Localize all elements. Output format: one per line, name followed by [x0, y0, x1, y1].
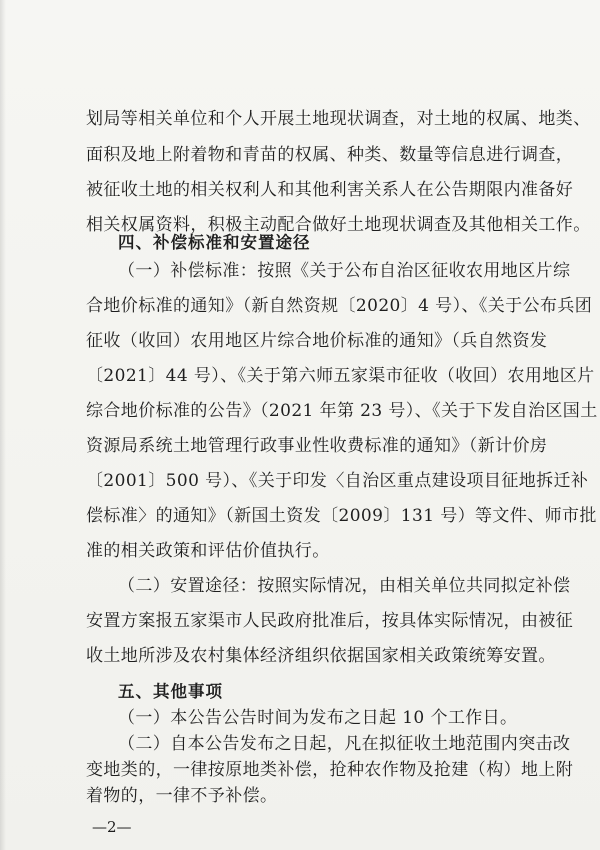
- paragraph-line: 偿标准〉的通知》（新国土资发〔2009〕131 号）等文件、师市批: [86, 506, 597, 526]
- page-number: —2—: [92, 818, 132, 836]
- paragraph-line: （一）本公告公告时间为发布之日起 10 个工作日。: [118, 708, 518, 728]
- paragraph-line: 变地类的，一律按原地类补偿，抢种农作物及抢建（构）地上附: [86, 760, 574, 780]
- paragraph-line: 〔2021〕44 号）、《关于第六师五家渠市征收（收回）农用地区片: [86, 366, 595, 386]
- paragraph-line: 着物的，一律不予补偿。: [86, 786, 278, 806]
- paragraph-line: 〔2001〕500 号）、《关于印发〈自治区重点建设项目征地拆迁补: [86, 471, 589, 491]
- paragraph-line: 相关权属资料，积极主动配合做好土地现状调查及其他相关工作。: [86, 215, 591, 235]
- paragraph-line: 综合地价标准的公告》（2021 年第 23 号）、《关于下发自治区国土: [86, 401, 598, 421]
- paragraph-line: 资源局系统土地管理行政事业性收费标准的通知》（新计价房: [86, 436, 548, 456]
- paragraph-line: （二）安置途径：按照实际情况，由相关单位共同拟定补偿: [118, 576, 571, 596]
- paragraph-line: 准的相关政策和评估价值执行。: [86, 541, 330, 561]
- paragraph-line: 划局等相关单位和个人开展土地现状调查，对土地的权属、地类、: [86, 109, 591, 129]
- paragraph-line: 征收（收回）农用地区片综合地价标准的通知》（兵自然资发: [86, 331, 548, 351]
- paragraph-line: 被征收土地的相关权利人和其他利害关系人在公告期限内准备好: [86, 180, 574, 200]
- section-heading: 四、补偿标准和安置途径: [118, 233, 311, 252]
- paragraph-line: （二）自本公告发布之日起，凡在拟征收土地范围内突击改: [118, 734, 571, 754]
- paragraph-line: 面积及地上附着物和青苗的权属、种类、数量等信息进行调查，: [86, 145, 574, 165]
- paragraph-line: （一）补偿标准：按照《关于公布自治区征收农用地区片综: [118, 261, 571, 281]
- paragraph-line: 安置方案报五家渠市人民政府批准后，按具体实际情况，由被征: [86, 611, 574, 631]
- section-heading: 五、其他事项: [118, 682, 223, 701]
- paragraph-line: 合地价标准的通知》（新自然资规〔2020〕4 号）、《关于公布兵团: [86, 296, 593, 316]
- page-edge-shadow: [0, 0, 6, 850]
- paragraph-line: 收土地所涉及农村集体经济组织依据国家相关政策统筹安置。: [86, 646, 556, 666]
